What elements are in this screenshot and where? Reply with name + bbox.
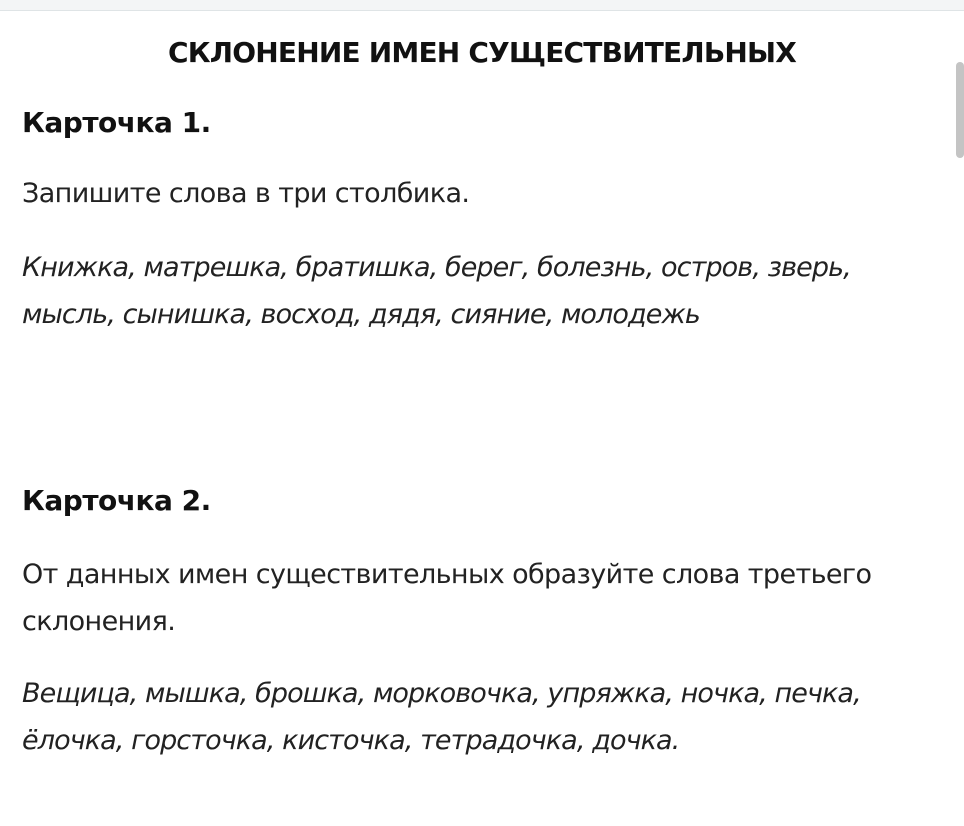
card-1-instruction-line: Запишите слова в три столбика.: [22, 178, 470, 209]
card-2-word-list: [22, 670, 937, 764]
card-2-words-line-1: Вещица, мышка, брошка, морковочка, упряжка, ночка, печка,: [22, 678, 861, 709]
card-1-words-line-1: Книжка, матрешка, братишка, берег, болезнь, остров, зверь,: [22, 252, 851, 283]
page-title: СКЛОНЕНИЕ ИМЕН СУЩЕСТВИТЕЛЬНЫХ: [167, 36, 797, 69]
scrollbar-thumb[interactable]: [956, 62, 964, 158]
top-border: [0, 0, 964, 11]
card-1-words-line-2: мысль, сынишка, восход, дядя, сияние, молодежь: [22, 299, 700, 330]
card-2-instruction-line-1: От данных имен существительных образуйте слова третьего: [22, 559, 872, 590]
card-2-heading: Карточка 2.: [22, 484, 211, 517]
card-1-heading: Карточка 1.: [22, 106, 211, 139]
card-1-word-list: [22, 244, 937, 338]
card-2-instruction: [22, 551, 937, 645]
card-2-instruction-line-2: склонения.: [22, 606, 176, 637]
card-1-instruction: [22, 170, 937, 217]
card-2-words-line-2: ёлочка, горсточка, кисточка, тетрадочка, дочка.: [22, 725, 680, 756]
